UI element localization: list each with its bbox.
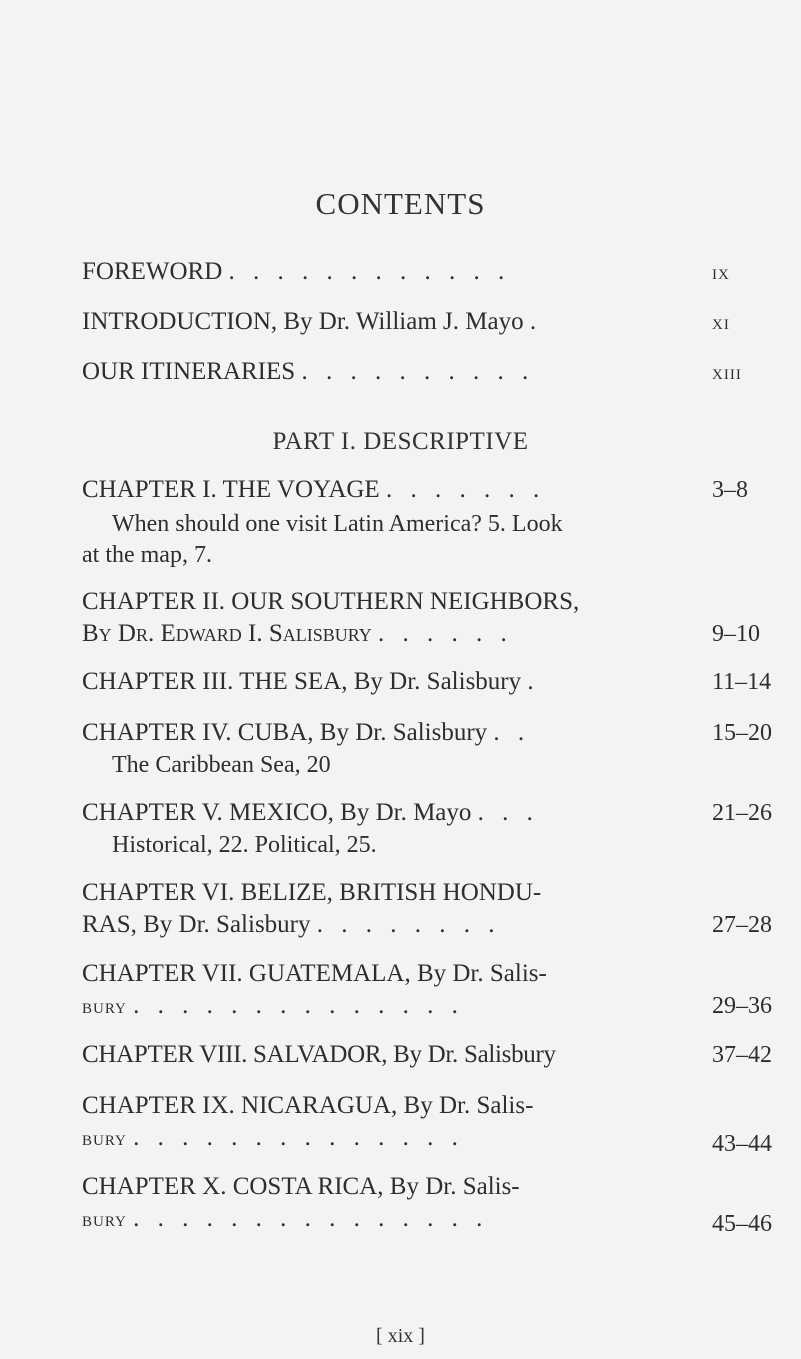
toc-chapter-9-cont <box>82 1122 742 1154</box>
leader-dots: . . . . . . . . . . . . . . <box>133 992 464 1019</box>
chapter-title: CHAPTER IX. NICARAGUA, By Dr. Salis- <box>82 1092 534 1119</box>
part-heading: PART I. DESCRIPTIVE <box>272 428 529 455</box>
chapter-subtopics-cont: at the map, 7. <box>82 542 212 568</box>
chapter-pages: 9–10 <box>712 621 760 647</box>
chapter-pages: 29–36 <box>712 993 772 1019</box>
chapter-title: CHAPTER VII. GUATEMALA, By Dr. Salis- <box>82 960 547 987</box>
chapter-subtopics: The Caribbean Sea, 20 <box>112 752 331 778</box>
leader-dots: . . . . . . . . . . . . . . . <box>133 1205 489 1232</box>
chapter-pages: 3–8 <box>712 477 748 503</box>
chapter-title: CHAPTER V. MEXICO, By Dr. Mayo <box>82 799 472 826</box>
toc-chapter-5 <box>82 797 742 829</box>
chapter-pages: 11–14 <box>712 669 772 695</box>
leader-dots: . . . . . . . . . . <box>301 358 535 385</box>
leader-dots: . . . . . . . . . . . . <box>228 258 511 285</box>
toc-chapter-1 <box>82 474 742 506</box>
chapter-title: CHAPTER IV. CUBA, By Dr. Salisbury <box>82 719 488 746</box>
leader-dots: . <box>529 308 543 335</box>
page-title: CONTENTS <box>315 186 486 221</box>
chapter-title: CHAPTER I. THE VOYAGE <box>82 476 380 503</box>
chapter-subtopics: When should one visit Latin America? 5. Look <box>112 511 563 537</box>
leader-dots: . . . . . . <box>378 620 513 647</box>
chapter-title: CHAPTER II. OUR SOUTHERN NEIGHBORS, <box>82 588 580 615</box>
toc-chapter-2 <box>82 586 742 618</box>
chapter-title: CHAPTER VI. BELIZE, BRITISH HONDU- <box>82 879 542 906</box>
leader-dots: . . <box>493 719 531 746</box>
chapter-author: By Dr. Edward I. Salisbury <box>82 620 372 647</box>
entry-page: xiii <box>712 359 742 384</box>
leader-dots: . . . . . . . . <box>316 911 501 938</box>
entry-label: OUR ITINERARIES <box>82 358 296 385</box>
chapter-pages: 21–26 <box>712 800 772 826</box>
leader-dots: . . . . . . . <box>385 476 546 503</box>
chapter-author: bury <box>82 1206 127 1231</box>
chapter-author: bury <box>82 993 127 1018</box>
toc-chapter-3 <box>82 666 742 698</box>
entry-label: FOREWORD <box>82 258 223 285</box>
chapter-author: bury <box>82 1125 127 1150</box>
toc-chapter-7-cont <box>82 990 742 1022</box>
toc-entry-foreword <box>82 256 742 288</box>
leader-dots: . <box>527 668 540 695</box>
leader-dots: . . . . . . . . . . . . . . <box>133 1124 464 1151</box>
toc-chapter-2-cont <box>82 618 742 650</box>
toc-entry-itineraries <box>82 356 742 388</box>
toc-chapter-7 <box>82 958 742 990</box>
chapter-pages: 15–20 <box>712 720 772 746</box>
page-number: [ xix ] <box>376 1325 425 1347</box>
toc-chapter-4 <box>82 717 742 749</box>
chapter-pages: 45–46 <box>712 1211 772 1237</box>
chapter-title: CHAPTER III. THE SEA, By Dr. Salisbury <box>82 668 522 695</box>
toc-chapter-6 <box>82 877 742 909</box>
chapter-subtopics: Historical, 22. Political, 25. <box>112 832 377 858</box>
chapter-pages: 43–44 <box>712 1131 772 1157</box>
chapter-author: RAS, By Dr. Salisbury <box>82 911 311 938</box>
entry-label: INTRODUCTION, By Dr. William J. Mayo <box>82 308 524 335</box>
toc-entry-introduction <box>82 306 742 338</box>
toc-chapter-9 <box>82 1090 742 1122</box>
entry-page: ix <box>712 259 730 284</box>
toc-chapter-8 <box>82 1039 742 1071</box>
toc-chapter-6-cont <box>82 909 742 941</box>
chapter-title: CHAPTER X. COSTA RICA, By Dr. Salis- <box>82 1173 520 1200</box>
toc-chapter-10-cont <box>82 1203 742 1235</box>
entry-page: xi <box>712 309 730 334</box>
toc-chapter-10 <box>82 1171 742 1203</box>
chapter-pages: 27–28 <box>712 912 772 938</box>
leader-dots: . . . <box>477 799 539 826</box>
chapter-pages: 37–42 <box>712 1042 772 1068</box>
chapter-title: CHAPTER VIII. SALVADOR, By Dr. Salisbury <box>82 1041 556 1068</box>
